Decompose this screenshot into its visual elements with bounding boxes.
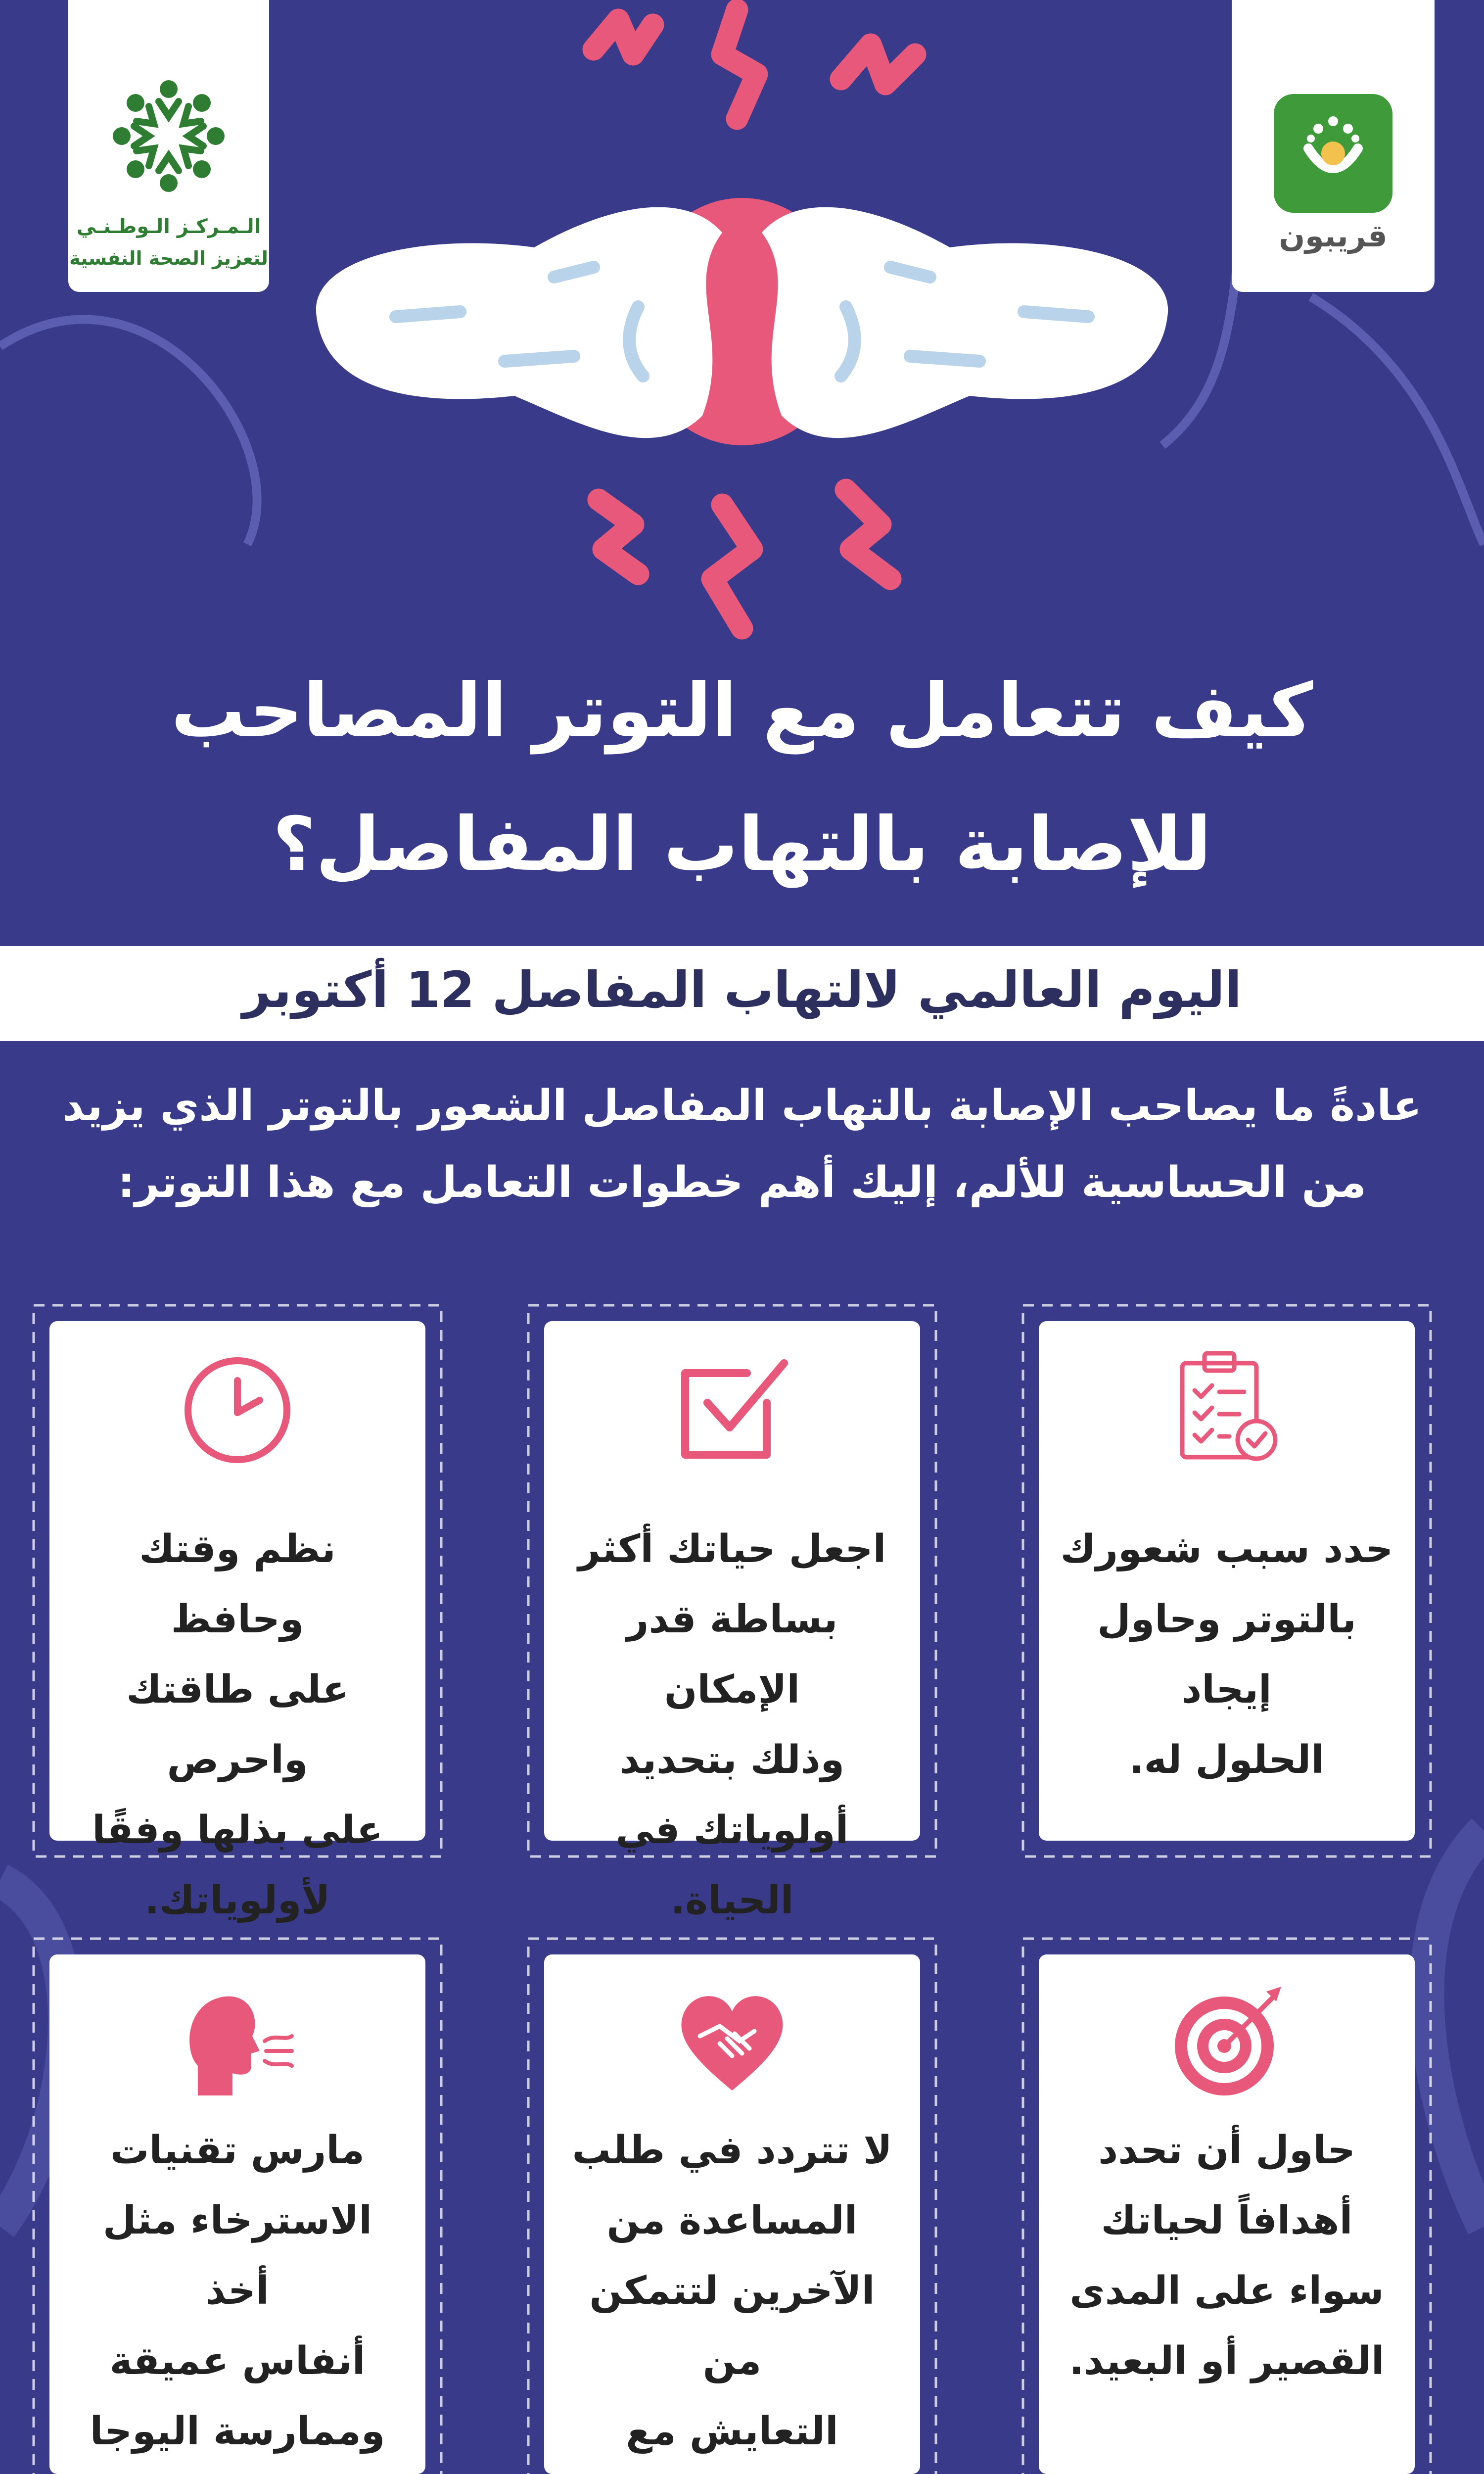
tip-line: على طاقتك واحرص [126,1667,349,1782]
page-title-line1: كيف تتعامل مع التوتر المصاحب [171,668,1313,754]
joint-inflammation-illustration [297,0,1187,658]
tip-line: وذلك بتحديد [619,1738,845,1782]
national-center-logo-card [68,0,269,292]
tip-line: لأولوياتك. [144,1878,330,1923]
tip-line: بالتوتر وحاول إيجاد [1097,1597,1356,1712]
tip-text [1059,2115,1395,2396]
tip-line: الاسترخاء مثل أخذ [102,2198,372,2313]
handshake-heart-icon [673,1982,791,2100]
qareeboon-logo-card [1232,0,1435,292]
tip-card [1019,1301,1435,1860]
tip-line: أولوياتك في الحياة. [615,1808,849,1923]
tip-line: الآخرين لتتمكن من [589,2269,875,2383]
tip-line: لا تتردد في طلب [572,2128,892,2173]
tip-text [69,2115,406,2474]
tip-card [524,1935,940,2474]
intro-line1: عادةً ما يصاحب الإصابة بالتهاب المفاصل الشعور بالتوتر الذي يزيد [62,1081,1422,1131]
tip-text [564,1514,900,1936]
tip-card [1019,1935,1435,2474]
clock-icon [178,1348,297,1467]
center-name-line1: الـمـركـز الـوطـنـي [76,215,261,238]
tip-card-body [1039,1321,1415,1841]
tip-line: الحلول له. [1129,1738,1325,1782]
clipboard-check-icon [1167,1348,1286,1467]
intro-line2: من الحساسية للألم، إليك أهم خطوات التعامل مع هذا التوتر: [117,1158,1367,1207]
tip-line: سواء على المدى [1069,2269,1384,2313]
tip-text [1059,1514,1395,1795]
awareness-day-text: اليوم العالمي لالتهاب المفاصل 12 أكتوبر [242,961,1242,1019]
page-title-line2: للإصابة بالتهاب المفاصل؟ [273,802,1211,888]
tip-card-body [1039,1954,1415,2474]
tip-card [30,1935,445,2474]
breathing-person-icon [178,1982,297,2100]
tip-line: حدد سبب شعورك [1060,1527,1393,1571]
tip-card-body [49,1321,425,1923]
tip-card-body [49,1954,425,2474]
awareness-day-banner [0,946,1484,1041]
tip-line: المساعدة من [606,2198,858,2243]
tip-line: على بذلها وفقًا [92,1808,383,1853]
center-name-line2: لتعزيز الصحة النفسية [69,247,268,269]
tip-card [30,1301,445,1923]
qareeboon-name: قريبون [1279,218,1388,254]
tip-line: اجعل حياتك أكثر [578,1527,886,1571]
qareeboon-app-icon [1274,94,1392,213]
tip-line: القصير أو البعيد. [1069,2339,1385,2383]
target-icon [1167,1982,1286,2100]
tip-line: أهدافاً لحياتك [1101,2198,1353,2243]
tip-line: حاول أن تحدد [1098,2128,1355,2173]
tip-line [69,2467,406,2474]
tip-text [564,2115,900,2474]
tip-card-body [544,1321,920,1923]
green-star-logo-icon [104,72,233,200]
tip-line: مارس تقنيات [110,2128,365,2173]
tip-line [564,2467,900,2474]
tip-line: التعايش مع [626,2409,838,2454]
tip-line: وممارسة اليوجا [90,2409,385,2454]
tip-line: أنفاس عميقة [109,2339,366,2383]
tip-card [524,1301,940,1923]
tip-line: نظم وقتك وحافظ [139,1527,336,1642]
tip-card-body [544,1954,920,2474]
tip-line: بساطة قدر الإمكان [626,1597,838,1712]
checkbox-icon [673,1348,791,1467]
tip-text [69,1514,406,1936]
